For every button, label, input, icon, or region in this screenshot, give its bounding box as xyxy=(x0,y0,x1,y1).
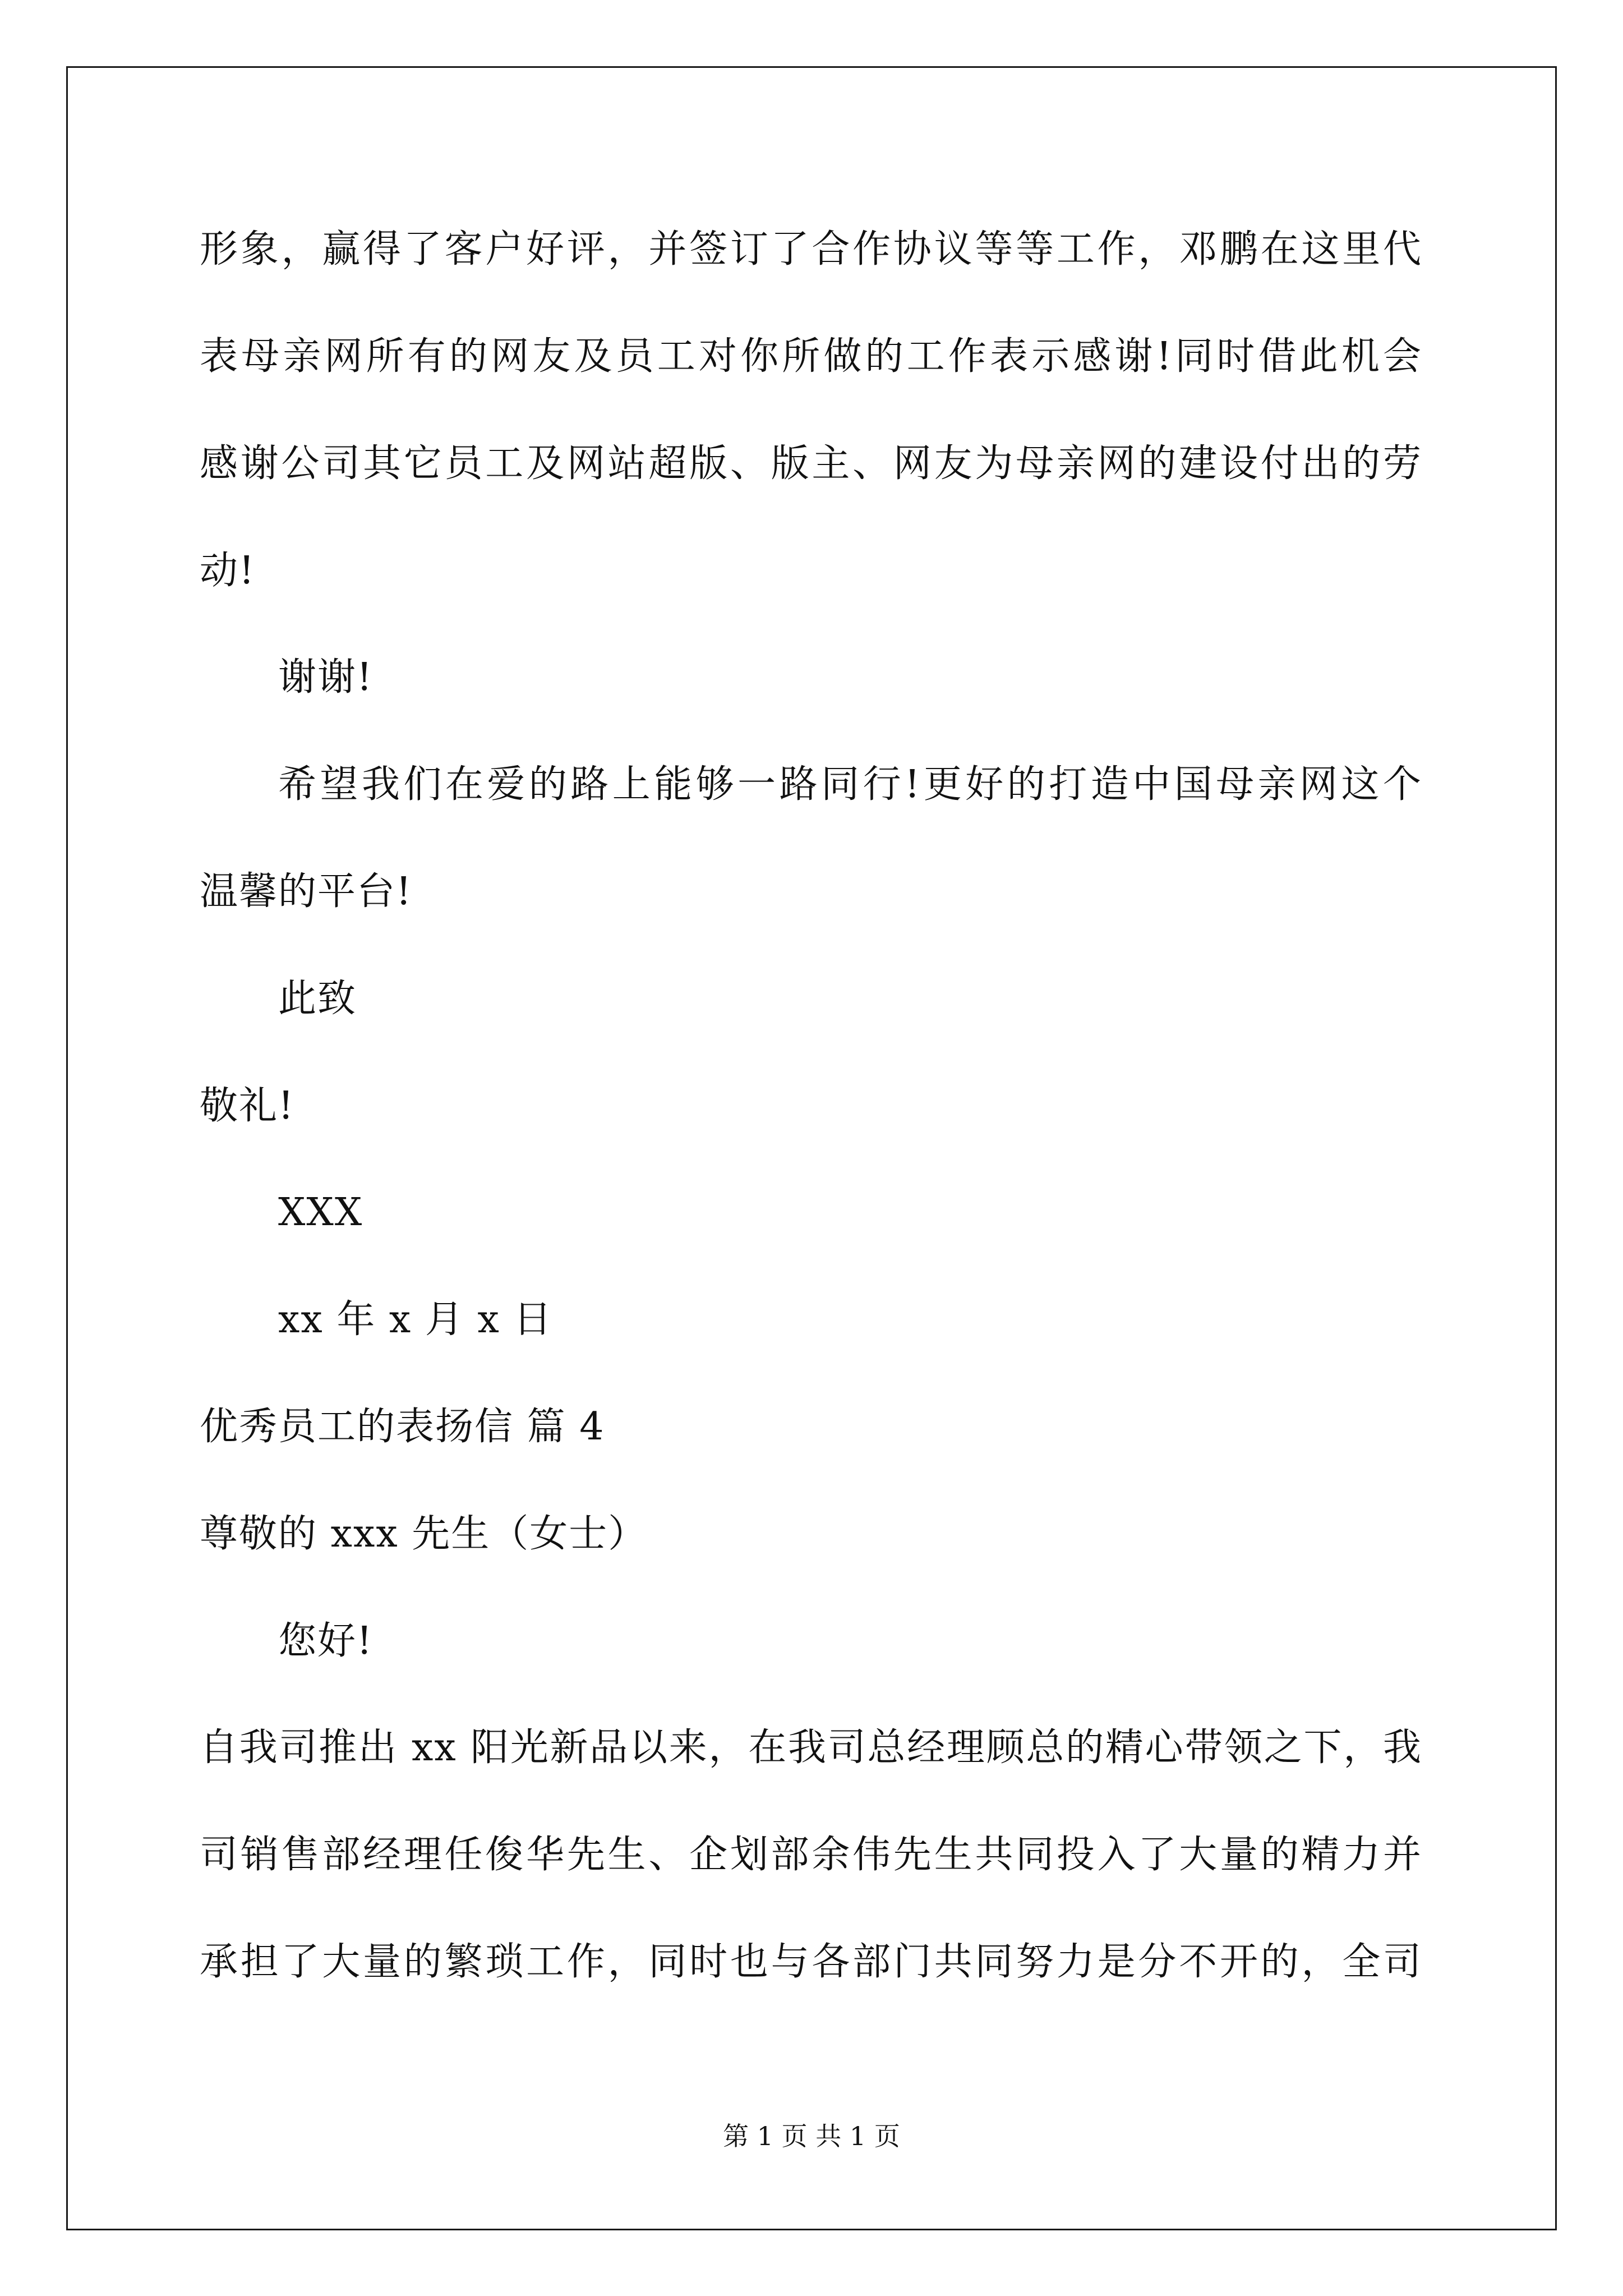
paragraph-line-15: 自我司推出 xx 阳光新品以来，在我司总经理顾总的精心带领之下，我 xyxy=(200,1726,1422,1770)
section-heading: 优秀员工的表扬信 篇 4 xyxy=(200,1405,605,1449)
closing-salutation: 此致 xyxy=(278,977,357,1021)
closing-regards: 敬礼! xyxy=(200,1084,295,1128)
letter-greeting: 尊敬的 xxx 先生（女士） xyxy=(200,1512,648,1556)
paragraph-line-6: 希望我们在爱的路上能够一路同行!更好的打造中国母亲网这个 xyxy=(278,762,1423,807)
page-footer: 第 1 页 共 1 页 xyxy=(723,2121,900,2151)
paragraph-line-16: 司销售部经理任俊华先生、企划部余伟先生共同投入了大量的精力并 xyxy=(200,1833,1422,1877)
signature-date: xx 年 x 月 x 日 xyxy=(278,1297,553,1342)
paragraph-line-2: 表母亲网所有的网友及员工对你所做的工作表示感谢!同时借此机会 xyxy=(200,334,1422,379)
paragraph-line-7: 温馨的平台! xyxy=(200,869,413,914)
hello-line: 您好! xyxy=(278,1619,374,1663)
page-border xyxy=(66,66,1557,2230)
paragraph-line-1: 形象，赢得了客户好评，并签订了合作协议等等工作，邓鹏在这里代 xyxy=(200,227,1422,272)
paragraph-line-4: 动! xyxy=(200,549,256,593)
paragraph-line-3: 感谢公司其它员工及网站超版、版主、网友为母亲网的建设付出的劳 xyxy=(200,441,1422,486)
thanks-line: 谢谢! xyxy=(278,655,374,700)
paragraph-line-17: 承担了大量的繁琐工作，同时也与各部门共同努力是分不开的，全司 xyxy=(200,1940,1422,1984)
signature-name: XXX xyxy=(278,1190,363,1235)
